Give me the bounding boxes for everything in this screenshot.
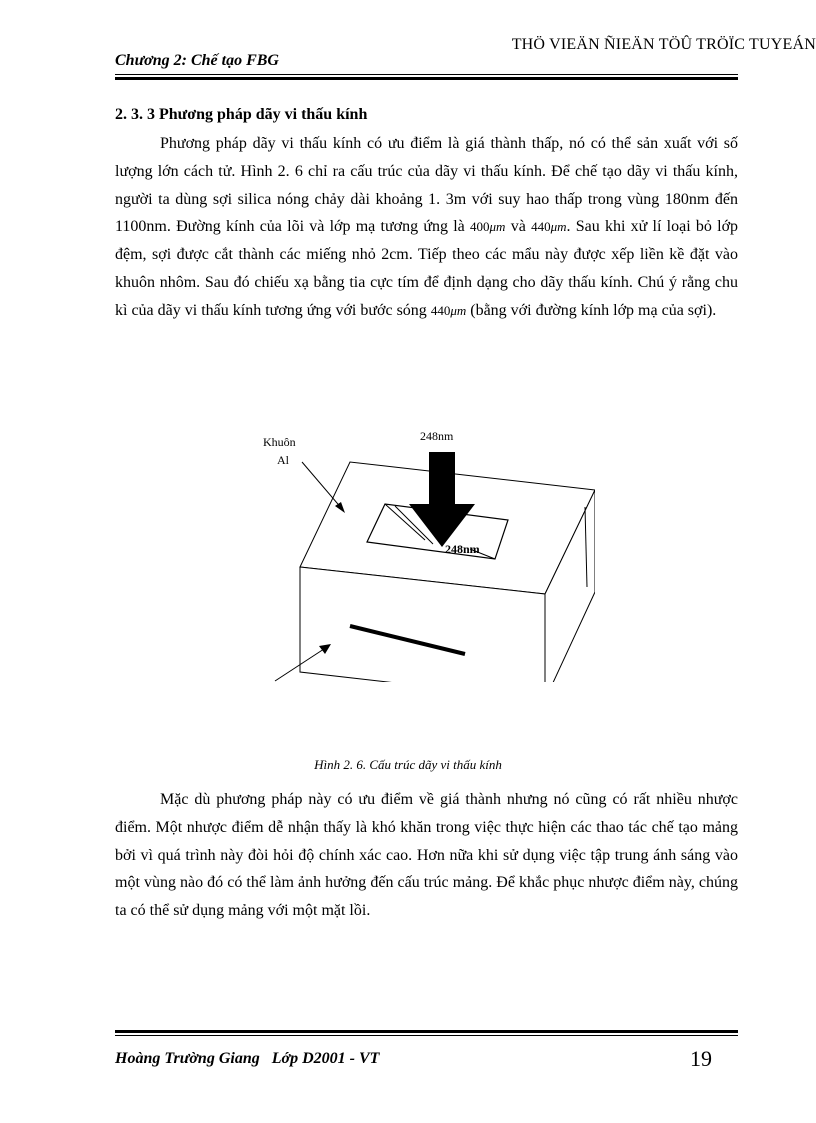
microlens-array-diagram [255, 422, 595, 682]
label-wavelength-top: 248nm [420, 429, 454, 443]
chapter-title: Chương 2: Chế tạo FBG [115, 52, 279, 69]
value-440: 440 [430, 302, 451, 318]
mold-pointer-line [302, 462, 343, 510]
page-number: 19 [690, 1046, 712, 1071]
figure-caption: Hình 2. 6. Cấu trúc dãy vi thấu kính [314, 757, 502, 772]
unit-micrometer: μm [489, 219, 506, 235]
header-rule-thin [115, 74, 738, 75]
value-440: 440 [531, 219, 551, 235]
footer-rule-thin [115, 1035, 738, 1036]
header-rule-thick [115, 77, 738, 80]
label-mold-line2: Al [277, 453, 289, 467]
paragraph-1-part1: Phương pháp dãy vi thấu kính có ưu điểm là giá thành thấp, nó có thể sản xuất với số lượng lớn cách tử. Hình 2. 6 chỉ ra cấu trúc của dãy vi thấu kính. Để chế tạo dãy vi thấu kính, người ta dùng sợi silica nóng chảy dài khoảng 1. 3m với suy hao thấp trong vùng 180nm đến 1100nm. Đường kính của lõi và lớp mạ tương ứng là [115, 135, 738, 236]
label-mold-line1: Khuôn [263, 435, 296, 449]
paragraph-1-part2: và [510, 218, 526, 236]
header-watermark: THÖ VIEÄN ÑIEÄN TÖÛ TRÖÏC TUYEÁN [511, 36, 816, 53]
footer-author: Hoàng Trường Giang Lớp D2001 - VT [115, 1050, 380, 1067]
paragraph-2-text: Mặc dù phương pháp này có ưu điểm về giá thành nhưng nó cũng có rất nhiều nhược điểm. Một nhược điểm dễ nhận thấy là khó khăn trong việc thực hiện các thao tác chế tạo mảng bởi vì quá trình này đòi hỏi độ chính xác cao. Hơn nữa khi sử dụng việc tập trung ánh sáng vào một vùng nào đó có thể làm ảnh hưởng đến cấu trúc mảng. Để khắc phục nhược điểm này, chúng ta có thể sử dụng mảng với một mặt lồi. [115, 791, 738, 920]
paragraph-1-part4: (bằng với đường kính lớp mạ của sợi). [470, 301, 717, 319]
section-title: 2. 3. 3 Phương pháp dãy vi thấu kính [115, 106, 368, 123]
paragraph-2 [115, 786, 738, 925]
unit-micrometer: μm [450, 302, 467, 318]
value-400: 400 [470, 219, 490, 235]
microlens-array-figure [255, 422, 595, 682]
paragraph-1 [115, 130, 738, 325]
unit-micrometer: μm [550, 219, 567, 235]
footer-rule-thick [115, 1030, 738, 1033]
label-wavelength-inner: 248nm [445, 542, 480, 556]
paragraph-1-part3: . Sau khi xử lí loại bỏ lớp đệm, sợi được cắt thành các miếng nhỏ 2cm. Tiếp theo các mẩu này được xếp liền kề đặt vào khuôn nhôm. Sau đó chiếu xạ bằng tia cực tím để định dạng cho dãy thấu kính. Chú ý rằng chu kì của dãy vi thấu kính tương ứng với bước sóng [115, 218, 739, 319]
